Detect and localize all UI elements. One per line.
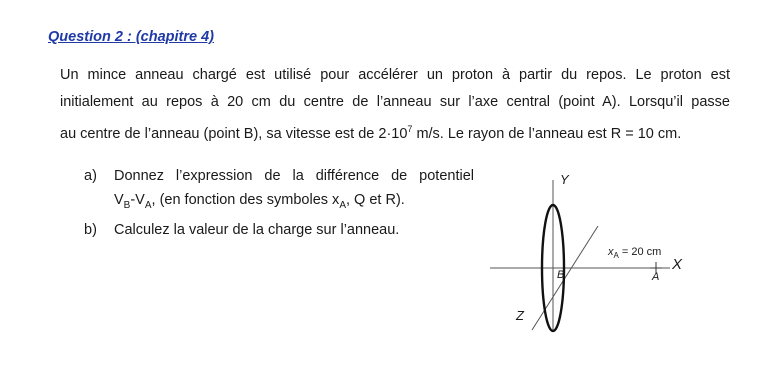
statement-line-3-start: au centre de l’anneau (point B), sa vitesse est de 2·10 xyxy=(60,125,408,142)
xa-value: = 20 cm xyxy=(618,246,662,258)
item-b-marker: b) xyxy=(84,221,97,238)
x-axis-label: X xyxy=(672,256,683,273)
statement-exponent: 7 xyxy=(407,124,413,134)
item-a-sub-a: A xyxy=(144,199,152,211)
item-a-line-2 xyxy=(114,188,474,218)
statement-line-3-end: m/s. Le rayon de l’anneau est R = 10 cm. xyxy=(412,125,682,142)
xa-symbol: x xyxy=(608,246,614,258)
item-b xyxy=(84,218,474,242)
statement-line-1: Un mince anneau chargé est utilisé pour accélérer un proton à partir du repos. Le proton est xyxy=(60,67,730,83)
z-axis-label: Z xyxy=(516,308,524,323)
question-items xyxy=(84,164,474,242)
item-a-va: -V xyxy=(130,192,145,208)
statement-line-2: initialement au repos à 20 cm du centre de l’anneau sur l’axe central (point A). Lorsqu’il passe xyxy=(60,94,730,110)
item-a-symbols: , (en fonction des symboles x xyxy=(151,192,340,208)
item-a-sub-b: B xyxy=(123,199,131,211)
question-title: Question 2 : (chapitre 4) xyxy=(48,29,214,45)
xa-subscript: A xyxy=(613,251,619,261)
item-a-end: , Q et R). xyxy=(345,192,405,208)
item-a-line-1: Donnez l’expression de la différence de potentiel xyxy=(114,168,474,184)
ring-diagram xyxy=(480,170,740,350)
item-a-sub-xa: A xyxy=(339,199,346,211)
item-a-marker: a) xyxy=(84,168,97,184)
point-b-label: B xyxy=(557,269,565,281)
y-axis-label: Y xyxy=(560,172,569,187)
xa-distance-label xyxy=(608,246,661,260)
point-a-label: A xyxy=(652,271,660,283)
item-a xyxy=(84,164,474,218)
item-a-vb: V xyxy=(114,192,124,208)
problem-statement xyxy=(60,62,730,148)
item-b-line-1: Calculez la valeur de la charge sur l’anneau. xyxy=(114,221,400,238)
statement-line-3 xyxy=(60,116,730,148)
